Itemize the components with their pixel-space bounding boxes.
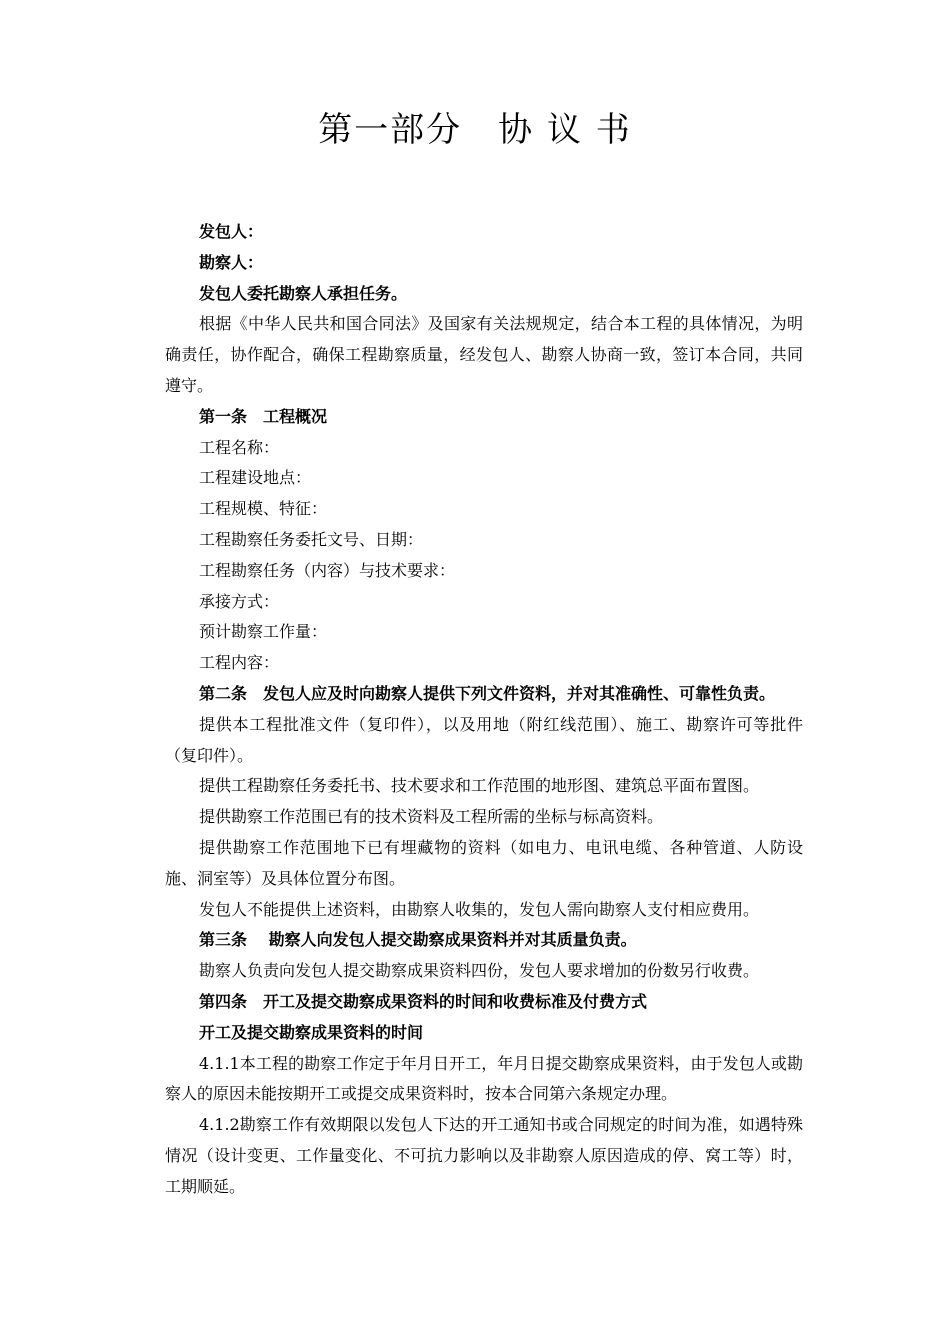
article-2-item-2: 提供工程勘察任务委托书、技术要求和工作范围的地形图、建筑总平面布置图。 bbox=[199, 776, 760, 796]
commission-doc-field: 工程勘察任务委托文号、日期： bbox=[199, 529, 424, 549]
preamble-paragraph: 根据《中华人民共和国合同法》及国家有关法规规定，结合本工程的具体情况，为明确责任，协作配合，确保工程勘察质量，经发包人、勘察人协商一致，签订本合同，共同遵守。 bbox=[165, 314, 803, 395]
project-location-field: 工程建设地点： bbox=[199, 468, 312, 488]
project-scale-field: 工程规模、特征： bbox=[199, 499, 328, 519]
project-content-field: 工程内容： bbox=[199, 653, 280, 673]
article-1-heading: 第一条 工程概况 bbox=[199, 406, 328, 426]
document-body bbox=[165, 217, 803, 1203]
article-2-item-4: 提供勘察工作范围地下已有埋藏物的资料（如电力、电讯电缆、各种管道、人防设施、洞室等）及具体位置分布图。 bbox=[165, 837, 803, 888]
workload-field: 预计勘察工作量： bbox=[199, 622, 328, 642]
article-2-item-1: 提供本工程批准文件（复印件），以及用地（附红线范围）、施工、勘察许可等批件（复印件）。 bbox=[165, 714, 803, 765]
survey-task-field: 工程勘察任务（内容）与技术要求： bbox=[199, 560, 456, 580]
contracting-method-field: 承接方式： bbox=[199, 591, 280, 611]
employer-line: 发包人： bbox=[199, 222, 264, 241]
article-3-body: 勘察人负责向发包人提交勘察成果资料四份，发包人要求增加的份数另行收费。 bbox=[199, 961, 760, 981]
surveyor-line: 勘察人： bbox=[199, 252, 264, 272]
commission-line: 发包人委托勘察人承担任务。 bbox=[199, 283, 408, 303]
clause-4-1-2: 4.1.2勘察工作有效期限以发包人下达的开工通知书或合同规定的时间为准，如遇特殊情况（设计变更、工作量变化、不可抗力影响以及非勘察人原因造成的停、窝工等）时，工期顺延。 bbox=[165, 1115, 803, 1196]
clause-4-1-1: 4.1.1本工程的勘察工作定于年月日开工，年月日提交勘察成果资料，由于发包人或勘察人的原因未能按期开工或提交成果资料时，按本合同第六条规定办理。 bbox=[165, 1053, 803, 1104]
article-2-heading: 第二条 发包人应及时向勘察人提供下列文件资料，并对其准确性、可靠性负责。 bbox=[199, 683, 776, 703]
article-2-note: 发包人不能提供上述资料，由勘察人收集的，发包人需向勘察人支付相应费用。 bbox=[199, 899, 760, 919]
project-name-field: 工程名称： bbox=[199, 437, 280, 457]
article-4-subheading: 开工及提交勘察成果资料的时间 bbox=[199, 1022, 424, 1042]
article-4-heading: 第四条 开工及提交勘察成果资料的时间和收费标准及付费方式 bbox=[199, 991, 648, 1011]
page-title: 第一部分 协 议 书 bbox=[318, 110, 632, 150]
article-3-heading: 第三条 勘察人向发包人提交勘察成果资料并对其质量负责。 bbox=[199, 930, 637, 950]
article-2-item-3: 提供勘察工作范围已有的技术资料及工程所需的坐标与标高资料。 bbox=[199, 807, 664, 827]
